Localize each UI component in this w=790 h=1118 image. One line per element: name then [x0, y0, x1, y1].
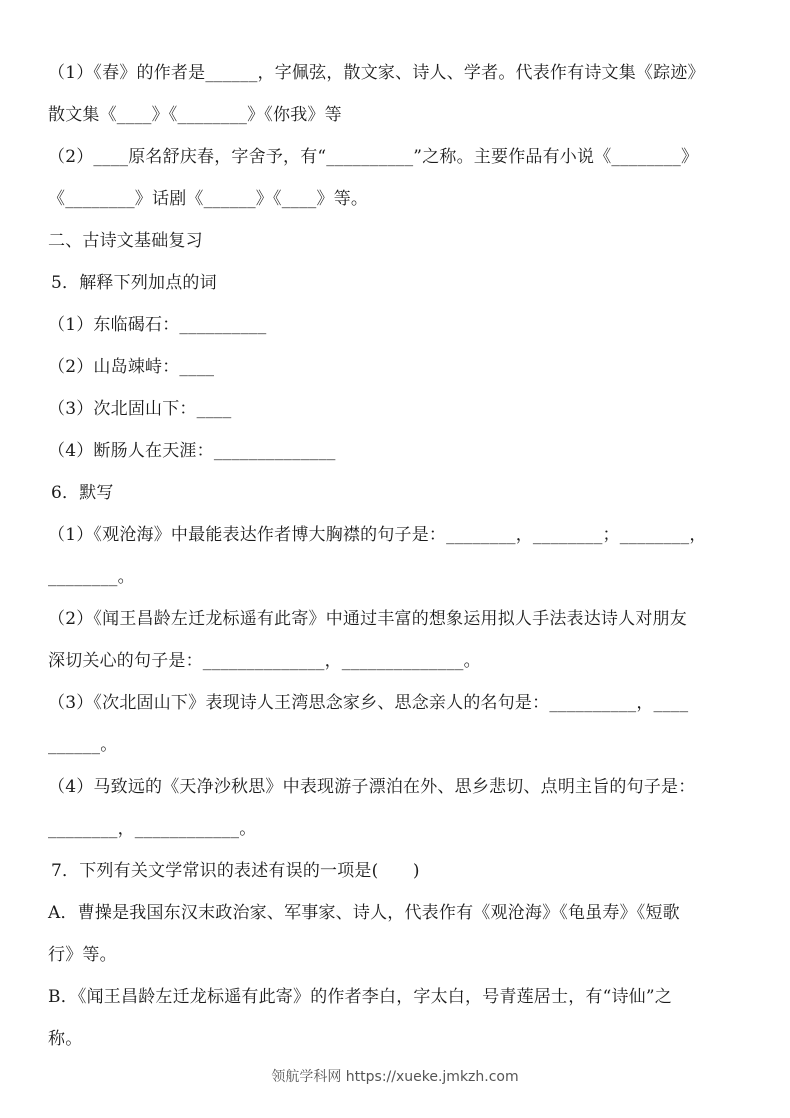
- question-heading: 7．下列有关文学常识的表述有误的一项是( ): [51, 861, 420, 881]
- document-body: [48, 52, 748, 1060]
- text-line: （2）《闻王昌龄左迁龙标遥有此寄》中通过丰富的想象运用拟人手法表达诗人对朋友: [48, 609, 687, 629]
- option-b: B．《闻王昌龄左迁龙标遥有此寄》的作者李白，字太白，号青莲居士，有“诗仙”之: [48, 987, 672, 1007]
- text-line: 《________》话剧《______》《____》等。: [48, 189, 369, 209]
- option-b-continued: 称。: [48, 1029, 83, 1049]
- text-line: （2）____原名舒庆春，字舍予，有“__________”之称。主要作品有小说《________》: [48, 147, 699, 167]
- question-heading: 5．解释下列加点的词: [51, 273, 217, 293]
- question-heading: 6．默写: [51, 483, 114, 503]
- option-a: A．曹操是我国东汉末政治家、军事家、诗人，代表作有《观沧海》《龟虽寿》《短歌: [48, 903, 680, 923]
- section-heading: 二、古诗文基础复习: [48, 231, 203, 251]
- text-line: （1）《观沧海》中最能表达作者博大胸襟的句子是：________，________；________，: [48, 525, 707, 545]
- text-line: ________，____________。: [48, 819, 257, 839]
- text-line: （3）次北固山下：____: [48, 399, 232, 419]
- text-line: （1）东临碣石：__________: [48, 315, 267, 335]
- text-line: （4）马致远的《天净沙秋思》中表现游子漂泊在外、思乡悲切、点明主旨的句子是：: [48, 777, 696, 797]
- text-line: ______。: [48, 735, 118, 755]
- option-a-continued: 行》等。: [48, 945, 117, 965]
- text-line: （1）《春》的作者是______，字佩弦，散文家、诗人、学者。代表作有诗文集《踪迹》: [48, 63, 705, 83]
- text-line: （4）断肠人在天涯：______________: [48, 441, 336, 461]
- text-line: （3）《次北固山下》表现诗人王湾思念家乡、思念亲人的名句是：__________，____: [48, 693, 689, 713]
- text-line: 散文集《____》《________》《你我》等: [48, 105, 342, 125]
- text-line: 深切关心的句子是：______________，______________。: [48, 651, 481, 671]
- text-line: ________。: [48, 567, 135, 587]
- text-line: （2）山岛竦峙：____: [48, 357, 215, 377]
- footer-watermark: 领航学科网 https://xueke.jmkzh.com: [271, 1069, 519, 1085]
